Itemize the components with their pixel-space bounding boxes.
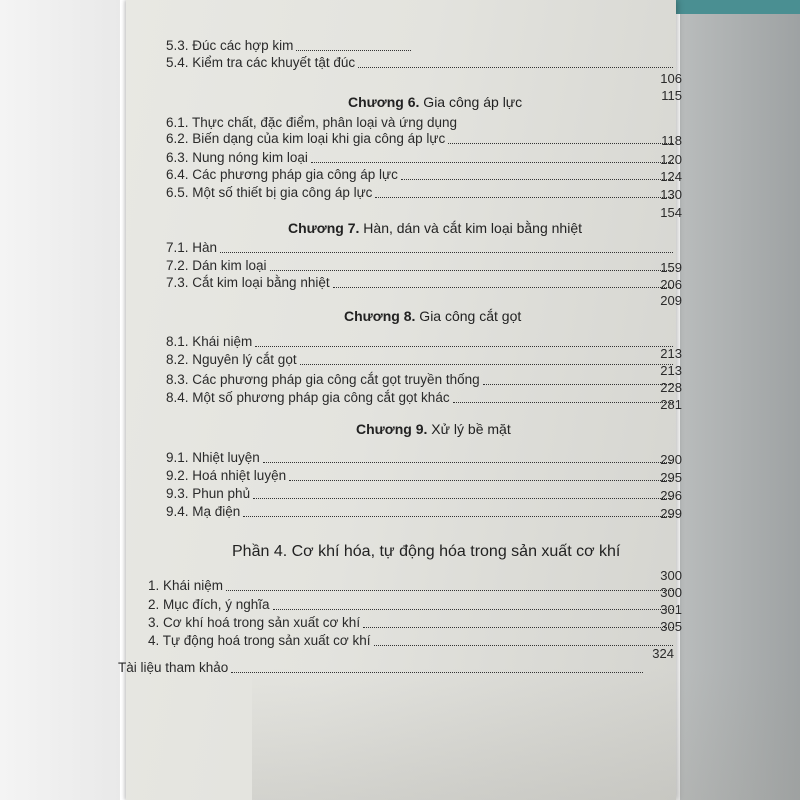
dot-leader — [273, 608, 673, 610]
toc-entry — [166, 504, 676, 520]
toc-entry — [166, 240, 676, 256]
toc-label: 8.4. Một số phương pháp gia công cắt gọt khác — [166, 390, 450, 405]
toc-label: 9.1. Nhiệt luyện — [166, 450, 260, 465]
toc-label: 2. Mục đích, ý nghĩa — [148, 597, 270, 612]
page-number: 115 — [661, 88, 682, 103]
toc-label: 7.1. Hàn — [166, 240, 218, 255]
toc-entry — [166, 468, 676, 484]
toc-entry — [166, 352, 676, 368]
page-number: 159 — [660, 260, 682, 275]
book-page — [118, 0, 682, 800]
toc-entry — [166, 131, 676, 147]
dot-leader — [300, 363, 673, 365]
page-number: 300 — [660, 585, 682, 600]
dot-leader — [401, 178, 673, 180]
toc-label: 6.1. Thực chất, đặc điểm, phân loại và ứng dụng — [166, 115, 458, 130]
toc-label: 6.3. Nung nóng kim loại — [166, 150, 308, 165]
page-number: 213 — [660, 363, 682, 378]
page-number: 106 — [660, 71, 682, 86]
chapter-heading: Chương 6. Gia công áp lực — [348, 94, 523, 110]
dot-leader — [363, 626, 673, 628]
page-number: 209 — [660, 293, 682, 308]
dot-leader — [243, 515, 673, 517]
page-number: 296 — [660, 488, 682, 503]
toc-entry — [148, 633, 676, 649]
toc-label: 9.3. Phun phủ — [166, 486, 251, 501]
left-background — [0, 0, 120, 800]
toc-entry — [166, 390, 676, 406]
page-number: 305 — [660, 619, 682, 634]
book-cover-edge — [660, 0, 800, 14]
toc-label: 6.5. Một số thiết bị gia công áp lực — [166, 185, 373, 200]
page-number: 301 — [660, 602, 682, 617]
page-number: 290 — [660, 452, 682, 467]
page-number: 120 — [660, 152, 682, 167]
page-number: 324 — [652, 646, 674, 661]
toc-label: Tài liệu tham khảo — [118, 660, 229, 675]
toc-label: 5.3. Đúc các hợp kim — [166, 38, 294, 53]
toc-entry — [148, 615, 676, 631]
toc-entry — [166, 450, 676, 466]
toc-entry — [166, 258, 676, 274]
toc-entry — [166, 55, 676, 71]
toc-entry — [166, 334, 676, 350]
dot-leader — [296, 49, 411, 51]
dot-leader — [255, 345, 673, 347]
page-number: 281 — [660, 397, 682, 412]
dot-leader — [253, 497, 673, 499]
page-number: 206 — [660, 277, 682, 292]
dot-leader — [231, 671, 643, 673]
page-number: 118 — [661, 133, 682, 148]
toc-entry — [166, 115, 458, 131]
chapter-heading: Chương 7. Hàn, dán và cắt kim loại bằng nhiệt — [288, 220, 582, 236]
toc-entry — [166, 150, 676, 166]
toc-label: 8.2. Nguyên lý cắt gọt — [166, 352, 297, 367]
dot-leader — [270, 269, 673, 271]
toc-entry — [148, 578, 676, 594]
toc-entry — [166, 38, 414, 54]
toc-label: 9.2. Hoá nhiệt luyện — [166, 468, 287, 483]
bleed-through-area — [252, 668, 800, 800]
toc-entry — [166, 275, 676, 291]
dot-leader — [289, 479, 673, 481]
dot-leader — [374, 644, 673, 646]
toc-entry — [148, 597, 676, 613]
chapter-heading: Chương 9. Xử lý bề mặt — [356, 421, 511, 437]
toc-label: 6.4. Các phương pháp gia công áp lực — [166, 167, 398, 182]
toc-label: 7.2. Dán kim loại — [166, 258, 267, 273]
toc-label: 5.4. Kiểm tra các khuyết tật đúc — [166, 55, 356, 70]
page-number: 300 — [660, 568, 682, 583]
page-number: 124 — [660, 169, 682, 184]
chapter-heading: Chương 8. Gia công cắt gọt — [344, 308, 522, 324]
dot-leader — [263, 461, 673, 463]
page-number: 228 — [660, 380, 682, 395]
dot-leader — [453, 401, 673, 403]
toc-label: 6.2. Biến dạng của kim loại khi gia công áp lực — [166, 131, 446, 146]
toc-entry — [118, 660, 646, 676]
page-number: 154 — [660, 205, 682, 220]
page-number: 213 — [660, 346, 682, 361]
toc-label: 3. Cơ khí hoá trong sản xuất cơ khí — [148, 615, 361, 630]
toc-label: 8.3. Các phương pháp gia công cắt gọt truyền thống — [166, 372, 480, 387]
toc-label: 1. Khái niệm — [148, 578, 224, 593]
dot-leader — [220, 251, 673, 253]
toc-label: 7.3. Cắt kim loại bằng nhiệt — [166, 275, 330, 290]
dot-leader — [311, 161, 673, 163]
page-number: 130 — [660, 187, 682, 202]
dot-leader — [226, 589, 673, 591]
part-title: Phần 4. Cơ khí hóa, tự động hóa trong sản xuất cơ khí — [232, 543, 621, 560]
page-number: 299 — [660, 506, 682, 521]
toc-label: 4. Tự động hoá trong sản xuất cơ khí — [148, 633, 371, 648]
page-number: 295 — [660, 470, 682, 485]
toc-entry — [166, 372, 676, 388]
dot-leader — [333, 286, 673, 288]
toc-entry — [166, 167, 676, 183]
toc-entry — [166, 486, 676, 502]
dot-leader — [448, 142, 673, 144]
dot-leader — [375, 196, 673, 198]
toc-label: 8.1. Khái niệm — [166, 334, 253, 349]
toc-entry — [166, 185, 676, 201]
dot-leader — [358, 66, 673, 68]
toc-label: 9.4. Mạ điện — [166, 504, 241, 519]
